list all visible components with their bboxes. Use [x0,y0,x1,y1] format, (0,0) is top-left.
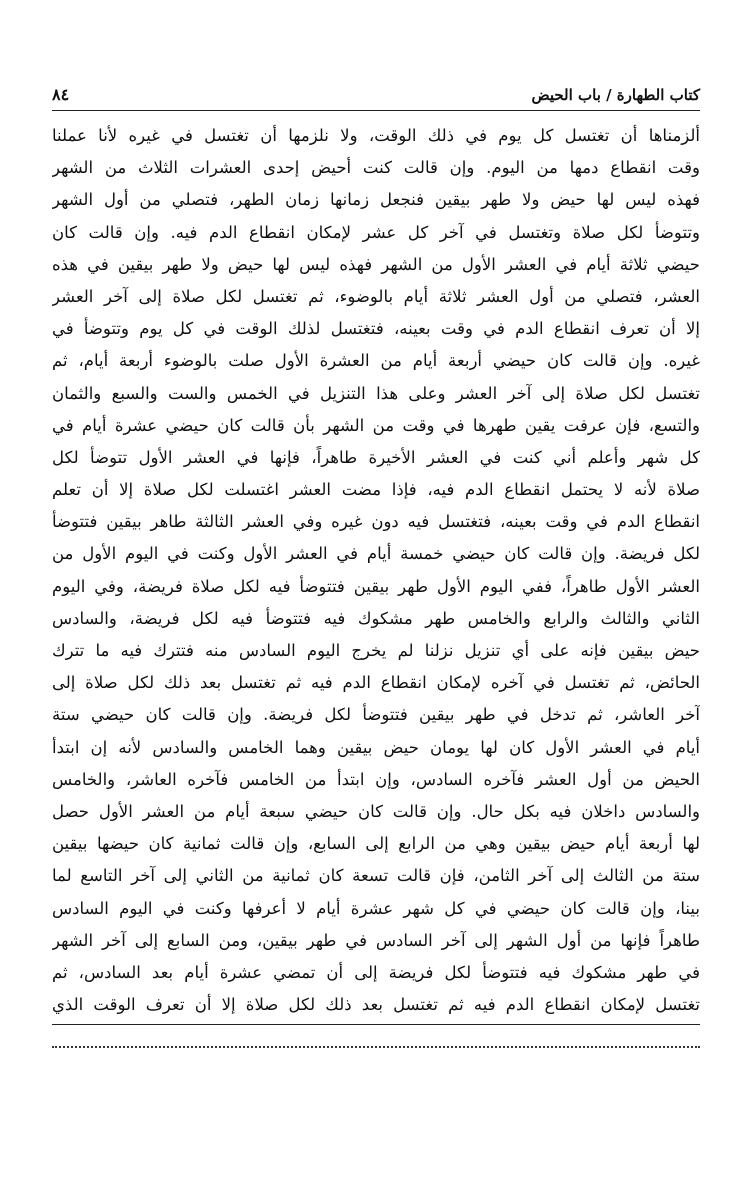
text-line: الحيض من أول العشر فآخره السادس، وإن ابتدأ من الخامس فآخره العاشر، والخامس [52,769,700,789]
text-line: العشر الأول طاهراً، ففي اليوم الأول طهر بيقين فتتوضأ فيه لكل صلاة فريضة، وفي اليوم [52,576,700,596]
text-line: والتسع، فإن عرفت يقين طهرها في وقت من الشهر بأن قالت كان حيضي عشرة أيام في [52,415,700,435]
dotted-footer-line [52,1046,700,1048]
text-line: صلاة لأنه لا يحتمل انقطاع الدم فيه، فإذا مضت العشر اغتسلت لكل صلاة إلا أن تعلم [52,480,700,500]
text-line: وتتوضأ لكل صلاة وتغتسل في آخر كل عشر لإمكان انقطاع الدم فيه. وإن قالت كان [52,222,700,242]
text-line: ألزمناها أن تغتسل كل يوم في ذلك الوقت، ولا نلزمها أن تغتسل في غيره لأنا عملنا [52,126,700,145]
text-line: لها أربعة أيام حيض بيقين وهي من الرابع إلى السابع، وإن قالت ثمانية كان حيضها بيقين [52,834,700,854]
main-text [52,120,700,1021]
header-rule [52,110,700,111]
text-line: حيضي ثلاثة أيام في العشر الأول من الشهر فهذه ليس لها حيض ولا طهر بيقين في هذه [52,254,700,274]
text-line: وقت انقطاع دمها من اليوم. وإن قالت كنت أحيض إحدى العشرات الثلاث من الشهر [52,158,700,178]
page-number: ٨٤ [52,85,70,104]
text-line: غيره. وإن قالت كان حيضي أربعة أيام من العشرة الأول صلت بالوضوء أربعة أيام، ثم [52,351,700,371]
text-line: العشر، فتصلي من أول العشر ثلاثة أيام بالوضوء، ثم تغتسل لكل صلاة إلى آخر العشر [52,286,700,306]
footnote-separator [52,1024,700,1025]
text-line: كل شهر وأعلم أني كنت في العشر الأخيرة طاهراً، فإنها في العشر الأول تتوضأ لكل [52,447,700,467]
text-line: الحائض، ثم تغتسل في آخره لإمكان انقطاع الدم فيه ثم تغتسل بعد ذلك لكل صلاة إلى [52,673,700,693]
text-line: فهذه ليس لها حيض ولا طهر بيقين فنجعل زمانها زمان الطهر، فتصلي من أول الشهر [52,190,700,210]
text-line: إلا أن تعرف انقطاع الدم في وقت بعينه، فتغتسل لذلك الوقت في كل يوم وتتوضأ في [52,319,700,339]
text-line: انقطاع الدم في وقت بعينه، فتغتسل فيه دون غيره وفي العشر الثالثة طاهر بيقين فتتوضأ [52,512,700,532]
text-line: تغتسل لكل صلاة إلى آخر العشر وعلى هذا التنزيل في الخمس والست والسبع والثمان [52,383,700,403]
text-line: والسادس داخلان فيه بكل حال. وإن قالت كان حيضي سبعة أيام من العشر الأول حصل [52,801,700,821]
page-header [52,84,700,112]
text-line: طاهراً فإنها من أول الشهر إلى آخر السادس في طهر بيقين، ومن السابع إلى آخر الشهر [52,930,700,950]
text-line: بينا، وإن قالت كان حيضي في كل شهر عشرة أيام لا أعرفها وكنت في اليوم السادس [52,898,700,918]
text-line: تغتسل لإمكان انقطاع الدم فيه ثم تغتسل بعد ذلك لكل صلاة إلا أن تعرف الوقت الذي [52,995,700,1015]
text-line: في طهر مشكوك فيه فتتوضأ لكل فريضة إلى أن تمضي عشرة أيام بعد السادس، ثم [52,962,700,982]
text-line: آخر العاشر، ثم تدخل في طهر بيقين فتتوضأ لكل فريضة. وإن قالت كان حيضي ستة [52,705,700,725]
running-title: كتاب الطهارة / باب الحيض [531,86,700,104]
text-line: الثاني والثالث والرابع والخامس طهر مشكوك فيه فتتوضأ فيه لكل فريضة، والسادس [52,608,700,628]
text-line: حيض بيقين فإنه على أي تنزيل نزلنا لم يخرج اليوم السادس منه فتترك فيه ما تترك [52,641,700,660]
text-line: ستة من الثالث إلى آخر الثامن، فإن قالت تسعة كان ثمانية من الثاني إلى آخر التاسع لما [52,866,700,886]
text-line: أيام في العشر الأول كان لها يومان حيض بيقين وهما الخامس والسادس لأنه إن ابتدأ [52,737,700,757]
text-line: لكل فريضة. وإن قالت كان حيضي خمسة أيام في العشر الأول وكنت في اليوم الأول من [52,544,700,564]
